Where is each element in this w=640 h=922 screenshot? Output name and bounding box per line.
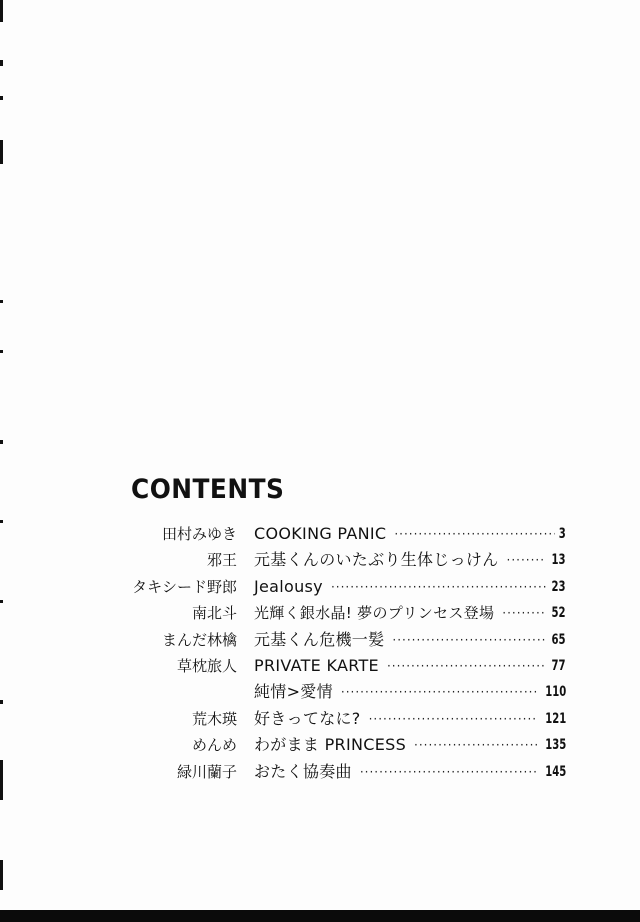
contents-heading: CONTENTS bbox=[131, 474, 285, 505]
toc-author: 邪王 bbox=[206, 551, 237, 570]
toc-author: めんめ bbox=[191, 736, 237, 755]
toc-title: COOKING PANIC bbox=[254, 524, 387, 543]
toc-entry bbox=[254, 574, 566, 600]
toc-entry bbox=[254, 600, 566, 626]
toc-title: 元基くんのいたぶり生体じっけん bbox=[254, 550, 499, 570]
toc-row[interactable] bbox=[0, 574, 640, 600]
toc-entry bbox=[254, 547, 566, 573]
toc-author: 緑川蘭子 bbox=[176, 762, 237, 781]
leader-dots bbox=[394, 521, 555, 547]
toc-page-number: 23 bbox=[551, 578, 566, 595]
toc-title: 元基くん危機一髪 bbox=[254, 629, 385, 649]
toc-page-number: 65 bbox=[551, 631, 566, 648]
toc-page-number: 135 bbox=[544, 737, 566, 754]
leader-dots bbox=[507, 547, 547, 573]
toc-title: Jealousy bbox=[254, 576, 323, 596]
toc-page-number: 110 bbox=[544, 684, 566, 701]
toc-row[interactable] bbox=[0, 706, 640, 732]
toc-row[interactable] bbox=[0, 732, 640, 758]
toc-page-number: 121 bbox=[544, 710, 566, 727]
table-of-contents bbox=[0, 521, 640, 785]
toc-author: タキシード野郎 bbox=[132, 577, 237, 596]
toc-entry bbox=[254, 732, 566, 758]
toc-row[interactable] bbox=[0, 521, 640, 547]
toc-title: 光輝く銀水晶! 夢のプリンセス登場 bbox=[254, 604, 495, 623]
toc-title: 好きってなに? bbox=[254, 708, 361, 728]
leader-dots bbox=[387, 653, 546, 679]
toc-row[interactable] bbox=[0, 679, 640, 705]
toc-row[interactable] bbox=[0, 547, 640, 573]
toc-entry bbox=[254, 521, 566, 547]
toc-author: 南北斗 bbox=[191, 604, 237, 623]
leader-dots bbox=[341, 679, 538, 705]
leader-dots bbox=[392, 627, 546, 653]
leader-dots bbox=[331, 574, 547, 600]
leader-dots bbox=[360, 759, 538, 785]
toc-row[interactable] bbox=[0, 600, 640, 626]
toc-author: 荒木瑛 bbox=[191, 709, 237, 728]
leader-dots bbox=[369, 706, 538, 732]
toc-page-number: 3 bbox=[558, 526, 566, 542]
toc-author: 草枕旅人 bbox=[176, 656, 237, 675]
toc-title: 純情>愛情 bbox=[254, 682, 333, 702]
toc-entry bbox=[254, 653, 566, 679]
toc-page-number: 77 bbox=[551, 657, 566, 674]
leader-dots bbox=[502, 600, 546, 626]
toc-title: PRIVATE KARTE bbox=[254, 655, 379, 675]
toc-entry bbox=[254, 679, 566, 705]
scan-bottom-band bbox=[0, 910, 640, 922]
toc-author: 田村みゆき bbox=[161, 525, 237, 543]
toc-entry bbox=[254, 627, 566, 653]
toc-row[interactable] bbox=[0, 627, 640, 653]
toc-title: わがまま PRINCESS bbox=[254, 735, 407, 755]
leader-dots bbox=[414, 732, 538, 758]
toc-page-number: 145 bbox=[544, 763, 566, 780]
toc-entry bbox=[254, 759, 566, 785]
toc-title: おたく協奏曲 bbox=[254, 761, 352, 781]
toc-row[interactable] bbox=[0, 759, 640, 785]
toc-page-number: 52 bbox=[551, 605, 566, 622]
toc-author: まんだ林檎 bbox=[161, 630, 237, 649]
toc-row[interactable] bbox=[0, 653, 640, 679]
toc-entry bbox=[254, 706, 566, 732]
toc-page-number: 13 bbox=[551, 552, 566, 569]
